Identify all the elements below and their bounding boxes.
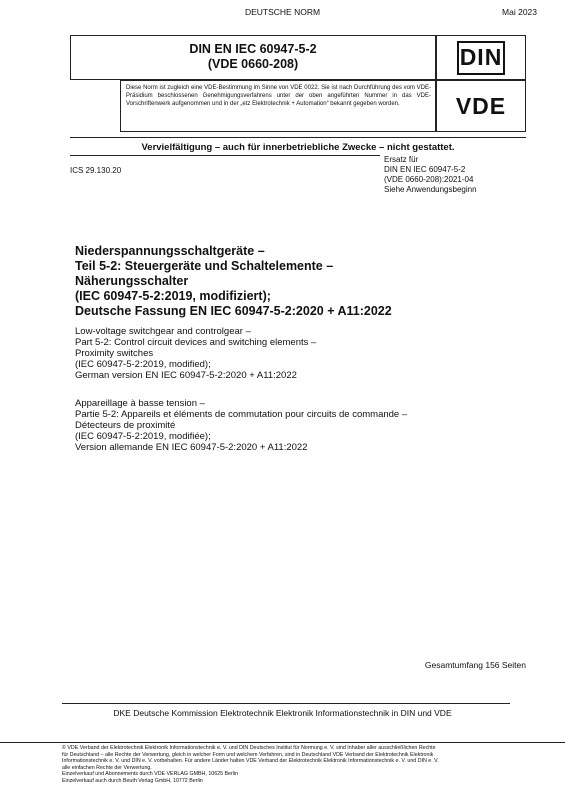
title-french [75,398,407,453]
divider-bottom [70,155,380,156]
vde-logo: VDE [436,80,526,132]
ics-code: ICS 29.130.20 [70,166,122,175]
standard-number: DIN EN IEC 60947-5-2 [189,42,317,56]
replacement-line: Siehe Anwendungsbeginn [384,185,477,194]
reproduction-notice: Vervielfältigung – auch für innerbetriebliche Zwecke – nicht gestattet. [141,142,455,153]
footer-line: alle einfachen Rechte der Verwertung. [62,764,152,771]
footer-line: Informationstechnik e. V. und DIN e. V. vorbehalten. Für andere Länder halten VDE Verband der Elektrotechnik Elektronik Informationstechnik e. V. und DIN e. V. [62,758,439,764]
replacement-info [384,155,477,195]
replacement-line: (VDE 0660-208):2021-04 [384,175,474,184]
footer-line: Einzelverkauf und Abonnements durch VDE VERLAG GMBH, 10625 Berlin [62,771,239,777]
standard-number-box [70,35,436,80]
replacement-line: Ersatz für [384,155,419,164]
title-line: Deutsche Fassung EN IEC 60947-5-2:2020 + A11:2022 [75,304,392,318]
title-english [75,326,316,381]
committee-divider [62,703,510,704]
footer-divider [0,742,565,743]
vde-classification: (VDE 0660-208) [207,57,299,71]
title-line: Appareillage à basse tension – [75,398,205,409]
title-line: German version EN IEC 60947-5-2:2020 + A11:2022 [75,370,297,381]
title-line: Proximity switches [75,348,154,359]
replacement-line: DIN EN IEC 60947-5-2 [384,165,466,174]
title-line: Teil 5-2: Steuergeräte und Schaltelemente – [75,259,334,273]
publication-date: Mai 2023 [502,7,537,17]
din-logo: DIN [457,41,505,75]
din-logo-box [436,35,526,80]
title-line: Näherungsschalter [75,274,189,288]
title-line: Détecteurs de proximité [75,420,176,431]
footer-line: © VDE Verband der Elektrotechnik Elektronik Informationstechnik e. V. und DIN Deutsches Institut für Normung e. V. sind Inhaber aller ausschließlichen Rechte [62,745,436,751]
footer-line: für Deutschland – alle Rechte der Verwertung, gleich in welcher Form und welchem Verfahren, sind in Deutschland VDE Verband der Elektrotechnik Elektronik [62,751,434,758]
title-line: (IEC 60947-5-2:2019, modified); [75,359,211,370]
title-line: Partie 5-2: Appareils et éléments de commutation pour circuits de commande – [75,409,408,420]
title-line: Low-voltage switchgear and controlgear – [75,326,251,337]
copyright-footer [62,745,510,784]
title-german [75,244,392,319]
divider-top [70,137,526,138]
footer-line: Einzelverkauf auch durch Beuth Verlag GmbH, 10772 Berlin [62,777,203,784]
title-line: (IEC 60947-5-2:2019, modifiziert); [75,289,271,303]
committee-label: DKE Deutsche Kommission Elektrotechnik Elektronik Informationstechnik in DIN und VDE [113,708,452,718]
title-line: (IEC 60947-5-2:2019, modifiée); [75,431,211,442]
title-line: Niederspannungsschaltgeräte – [75,244,265,258]
document-type-label: DEUTSCHE NORM [244,7,321,17]
page-count: Gesamtumfang 156 Seiten [424,660,526,670]
vde-notice: Diese Norm ist zugleich eine VDE-Bestimmung im Sinne von VDE 0022. Sie ist nach Durchführung des vom VDE-Präsidium beschlossenen Genehmigungsverfahrens unter der oben angeführten Nummer in das VDE-Vorschriftenwerk aufgenommen und in der „etz Elektrotechnik + Automation“ bekannt gegeben worden. [120,80,436,132]
title-line: Version allemande EN IEC 60947-5-2:2020 + A11:2022 [75,442,308,453]
title-line: Part 5-2: Control circuit devices and switching elements – [75,337,317,348]
